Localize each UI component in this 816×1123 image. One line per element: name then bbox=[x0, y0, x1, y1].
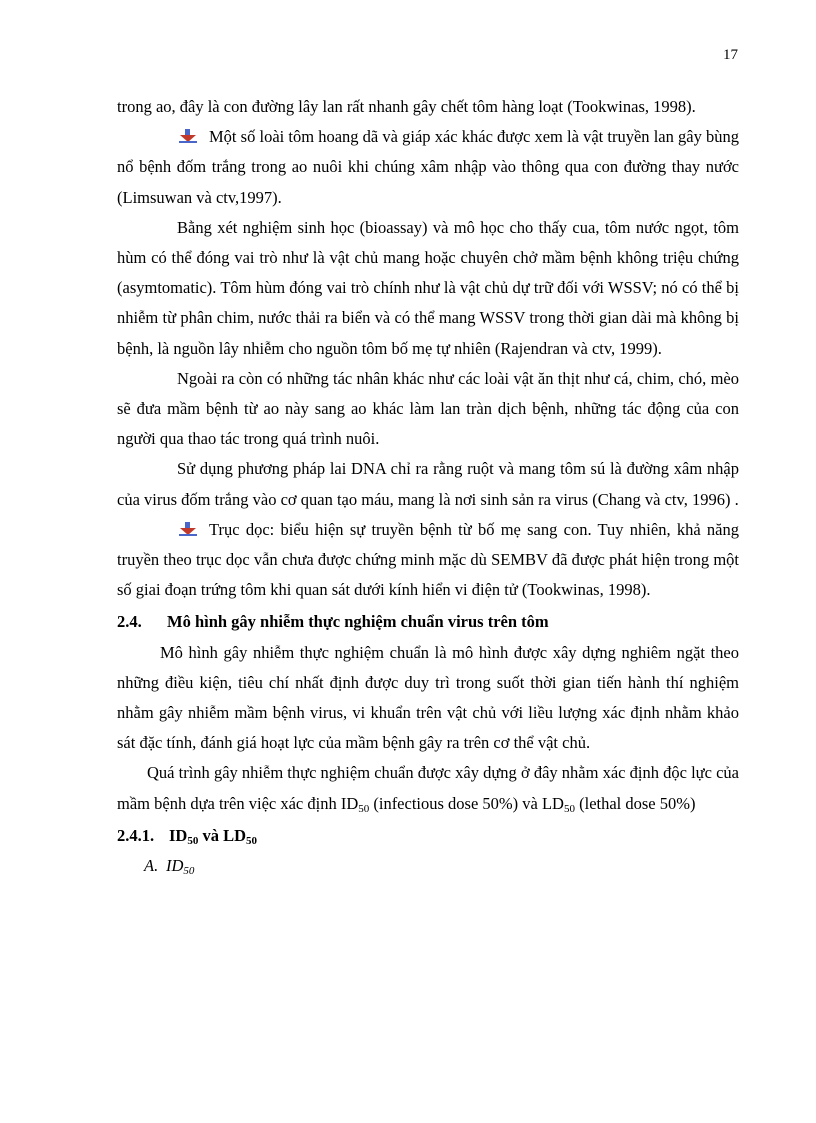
bullet-paragraph-1-text: Một số loài tôm hoang dã và giáp xác khác được xem là vật truyền lan gây bùng nổ bệnh đốm trắng trong ao nuôi khi chúng xâm nhập vào thông qua con đường thay nước (Limsuwan và ctv,1997). bbox=[117, 127, 739, 207]
paragraph-7: Mô hình gây nhiễm thực nghiệm chuẩn là mô hình được xây dựng nghiêm ngặt theo những điều kiện, tiêu chí nhất định được duy trì trong suốt thời gian tiến hành thí nghiệm nhằm gây nhiễm mầm bệnh virus, vi khuẩn trên vật chủ với liều lượng xác định nhằm khảo sát đặc tính, đánh giá hoạt lực của mầm bệnh gây ra trên cơ thể vật chủ. bbox=[117, 642, 739, 753]
paragraph-3: Bằng xét nghiệm sinh học (bioassay) và mô học cho thấy cua, tôm nước ngọt, tôm hùm có thể đóng vai trò như là vật chủ mang hoặc chuyên chở mầm bệnh không triệu chứng (asymtomatic). Tôm hùm đóng vai trò chính như là vật chủ dự trữ đối với WSSV; nó có thể bị nhiễm từ phân chim, nước thải ra biển và có thể mang WSSV trong thời gian dài mà không bị bệnh, là nguồn lây nhiễm cho nguồn tôm bố mẹ tự nhiên (Rajendran và ctv, 1999). bbox=[117, 217, 739, 358]
document-body bbox=[117, 92, 739, 881]
paragraph-5: Sử dụng phương pháp lai DNA chỉ ra rằng ruột và mang tôm sú là đường xâm nhập của virus đốm trắng vào cơ quan tạo máu, mang là nơi sinh sản ra virus (Chang và ctv, 1996) . bbox=[117, 459, 739, 509]
section-number: 2.4. bbox=[117, 612, 142, 632]
paragraph-1: trong ao, đây là con đường lây lan rất nhanh gây chết tôm hàng loạt (Tookwinas, 1998). bbox=[117, 97, 696, 116]
bullet-paragraph-2-text: Trục dọc: biểu hiện sự truyền bệnh từ bố mẹ sang con. Tuy nhiên, khả năng truyền theo trục dọc vẫn chưa được chứng minh mặc dù SEMBV đã được phát hiện trong một số giai đoạn trứng tôm khi quan sát dưới kính hiển vi điện tử (Tookwinas, 1998). bbox=[117, 519, 739, 600]
subsection-number: 2.4.1. bbox=[117, 825, 155, 845]
section-heading-2-4 bbox=[117, 607, 739, 637]
down-arrow-bullet-icon bbox=[179, 522, 197, 536]
section-heading-2-4-1: 2.4.1. $ID_{50}$ và $LD_{50}$ bbox=[117, 821, 739, 851]
down-arrow-bullet-icon bbox=[179, 129, 197, 143]
paragraph-8: Quá trình gây nhiễm thực nghiệm chuẩn được xây dựng ở đây nhằm xác định độc lực của mầm bệnh dựa trên việc xác định $ID_{50}$ (infectious dose 50%) và $LD_{50}$ (lethal dose 50%) bbox=[117, 763, 739, 815]
paragraph-4: Ngoài ra còn có những tác nhân khác như các loài vật ăn thịt như cá, chim, chó, mèo sẽ đưa mầm bệnh từ ao này sang ao khác làm lan tràn dịch bệnh, những tác động của con người qua thao tác trong quá trình nuôi. bbox=[117, 368, 739, 449]
subheading-a: A. $ID_{50}$ bbox=[144, 856, 195, 878]
page-number: 17 bbox=[723, 47, 738, 63]
section-title: Mô hình gây nhiễm thực nghiệm chuẩn virus trên tôm bbox=[167, 612, 549, 632]
bullet-paragraph-1 bbox=[117, 122, 739, 213]
bullet-paragraph-2 bbox=[117, 515, 739, 606]
